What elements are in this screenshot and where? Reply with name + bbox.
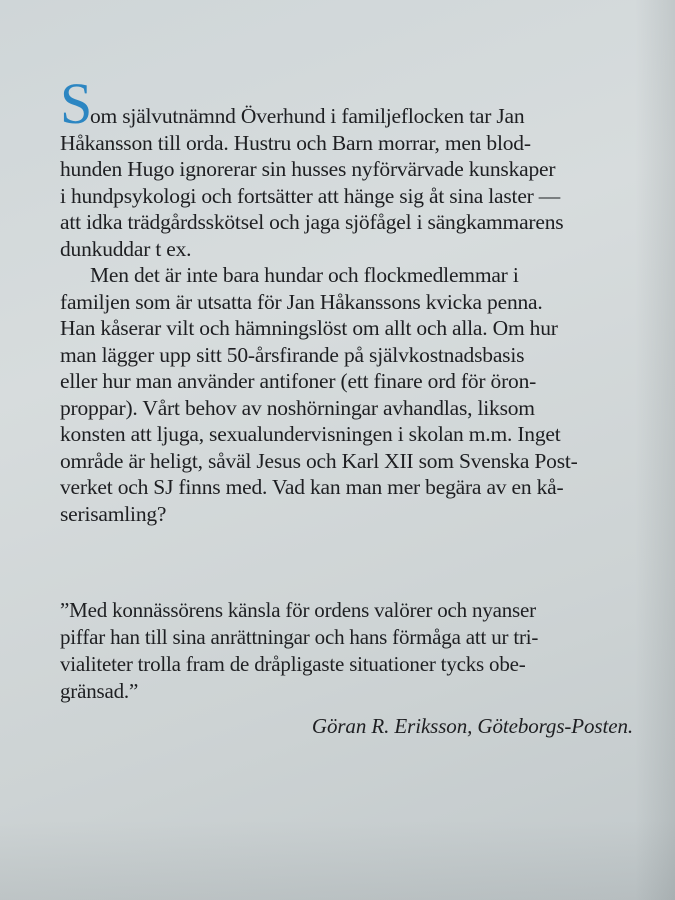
paragraph2-line-7: konsten att ljuga, sexualundervisningen i skolan m.m. Inget [60, 422, 561, 446]
paragraph2-line-4: man lägger upp sitt 50-årsfirande på självkostnadsbasis [60, 342, 525, 367]
paragraph1-line-4: i hundpsykologi och fortsätter att hänge sig åt sina laster — [60, 183, 561, 208]
paragraph1-line-5: att idka trädgårdsskötsel och jaga sjöfågel i sängkammarens [60, 210, 564, 234]
review-quote [60, 597, 670, 705]
paragraph1-line-1 [60, 71, 670, 136]
paragraph1-line-1-text: om självutnämnd Överhund i familjeflocken tar Jan [90, 104, 525, 128]
paragraph2-line-10: serisamling? [60, 501, 167, 526]
blurb-body [60, 71, 670, 527]
paragraph2-line-3: Han kåserar vilt och hämningslöst om allt och alla. Om hur [60, 316, 558, 340]
paragraph2-line-5: eller hur man använder antifoner (ett finare ord för öron- [60, 369, 537, 393]
quote-attribution: Göran R. Eriksson, Göteborgs-Posten. [311, 714, 633, 738]
quote-line-1: ”Med konnässörens känsla för ordens valörer och nyanser [60, 598, 536, 622]
paragraph2-line-2: familjen som är utsatta för Jan Håkanssons kvicka penna. [60, 289, 543, 314]
paragraph2-line-8: område är heligt, såväl Jesus och Karl XII som Svenska Post- [60, 448, 578, 473]
paragraph1-line-2: Håkansson till orda. Hustru och Barn morrar, men blod- [60, 130, 531, 155]
quote-line-2: piffar han till sina anrättningar och hans förmåga att ur tri- [60, 625, 539, 649]
paragraph2-line-1: Men det är inte bara hundar och flockmedlemmar i [90, 263, 519, 287]
paragraph2-line-6: proppar). Vårt behov av noshörningar avhandlas, liksom [60, 395, 535, 420]
drop-cap: S [60, 71, 93, 136]
paragraph1-line-3: hunden Hugo ignorerar sin husses nyförvärvade kunskaper [60, 157, 556, 181]
quote-line-4: gränsad.” [60, 679, 139, 703]
paragraph1-line-6: dunkuddar t ex. [60, 236, 192, 261]
page-bottom-shadow [0, 820, 675, 900]
quote-line-3: vialiteter trolla fram de dråpligaste situationer tycks obe- [60, 652, 526, 676]
paragraph2-line-9: verket och SJ finns med. Vad kan man mer begära av en kå- [60, 475, 564, 499]
